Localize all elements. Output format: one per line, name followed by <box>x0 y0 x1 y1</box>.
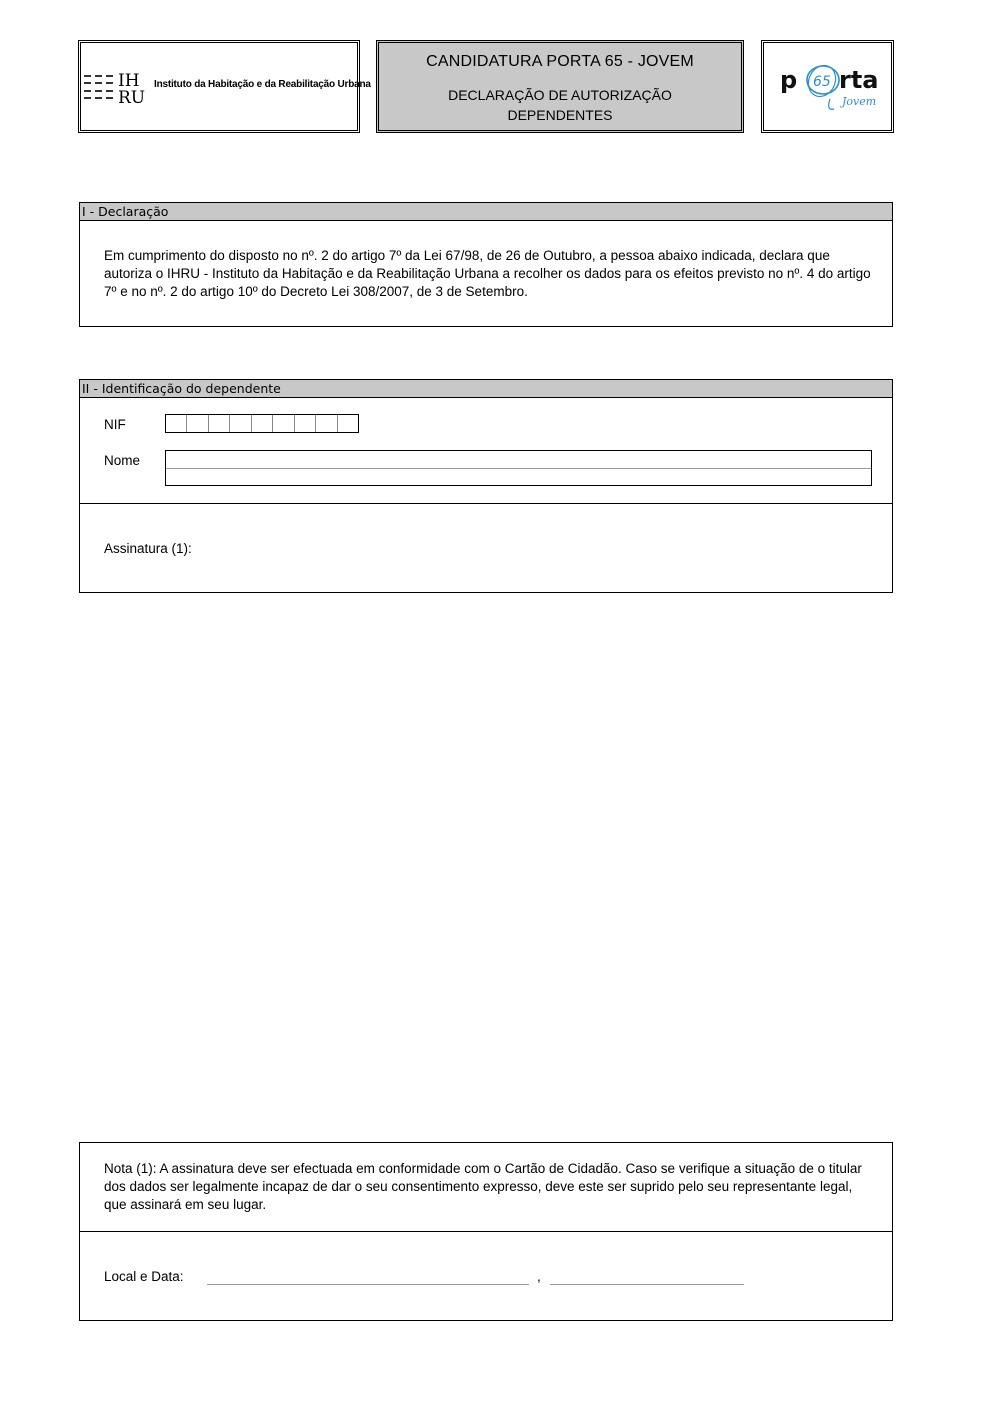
ihru-logo-icon <box>83 69 149 105</box>
nome-divider <box>166 468 871 469</box>
nif-digit-cell[interactable] <box>230 415 251 432</box>
nif-digit-cell[interactable] <box>295 415 316 432</box>
signature-section <box>79 503 893 593</box>
local-date-label: Local e Data: <box>104 1269 184 1284</box>
ihru-mark-bottom: RU <box>118 88 146 105</box>
nif-digit-cell[interactable] <box>273 415 294 432</box>
note-text: Nota (1): A assinatura deve ser efectuada em conformidade com o Cartão de Cidadão. Caso se verifique a situação de o titular dos dados ser legalmente incapaz de dar o seu consentimento expresso, deve este ser suprido pelo seu representante legal, que assinará em seu lugar. <box>104 1161 862 1212</box>
ihru-mark-top: IH <box>118 71 140 91</box>
nif-input[interactable] <box>165 414 359 433</box>
dependent-section <box>79 379 893 504</box>
nif-digit-cell[interactable] <box>187 415 208 432</box>
ihru-logo-box <box>78 40 371 133</box>
declaration-heading: I - Declaração <box>80 203 892 221</box>
nif-label: NIF <box>104 417 126 432</box>
local-date-section <box>79 1231 893 1321</box>
declaration-text: Em cumprimento do disposto no nº. 2 do artigo 7º da Lei 67/98, de 26 de Outubro, a pessoa abaixo indicada, declara que autoriza o IHRU - Instituto da Habitação e da Reabilitação Urbana a recolher os dados para os efeitos previsto no nº. 4 do artigo 7º e no nº. 2 do artigo 10º do Decreto Lei 308/2007, de 3 de Setembro. <box>104 248 871 299</box>
nif-digit-cell[interactable] <box>166 415 187 432</box>
logo-rta: rta <box>839 66 879 94</box>
nif-digit-cell[interactable] <box>209 415 230 432</box>
nome-input[interactable] <box>165 450 872 486</box>
declaration-section <box>79 202 893 327</box>
porta65-logo-icon <box>764 43 891 130</box>
nome-label: Nome <box>104 453 141 468</box>
page-subtitle: DECLARAÇÃO DE AUTORIZAÇÃO DEPENDENTES <box>448 87 672 123</box>
ihru-name: Instituto da Habitação e da Reabilitação Urbana <box>154 79 371 90</box>
logo-p: p <box>780 66 798 94</box>
local-input-line[interactable] <box>207 1284 529 1285</box>
header-title-box <box>376 40 744 133</box>
nif-digit-cell[interactable] <box>338 415 358 432</box>
local-date-separator: , <box>537 1269 541 1284</box>
note-section <box>79 1142 893 1232</box>
date-input-line[interactable] <box>550 1284 744 1285</box>
logo-65: 65 <box>813 74 831 90</box>
nif-digit-cell[interactable] <box>252 415 273 432</box>
nif-digit-cell[interactable] <box>316 415 337 432</box>
logo-jovem: Jovem <box>842 95 877 108</box>
porta65-logo-box <box>761 40 894 133</box>
signature-label: Assinatura (1): <box>104 541 192 556</box>
page-title: CANDIDATURA PORTA 65 - JOVEM <box>426 53 694 70</box>
dependent-heading: II - Identificação do dependente <box>80 380 892 398</box>
